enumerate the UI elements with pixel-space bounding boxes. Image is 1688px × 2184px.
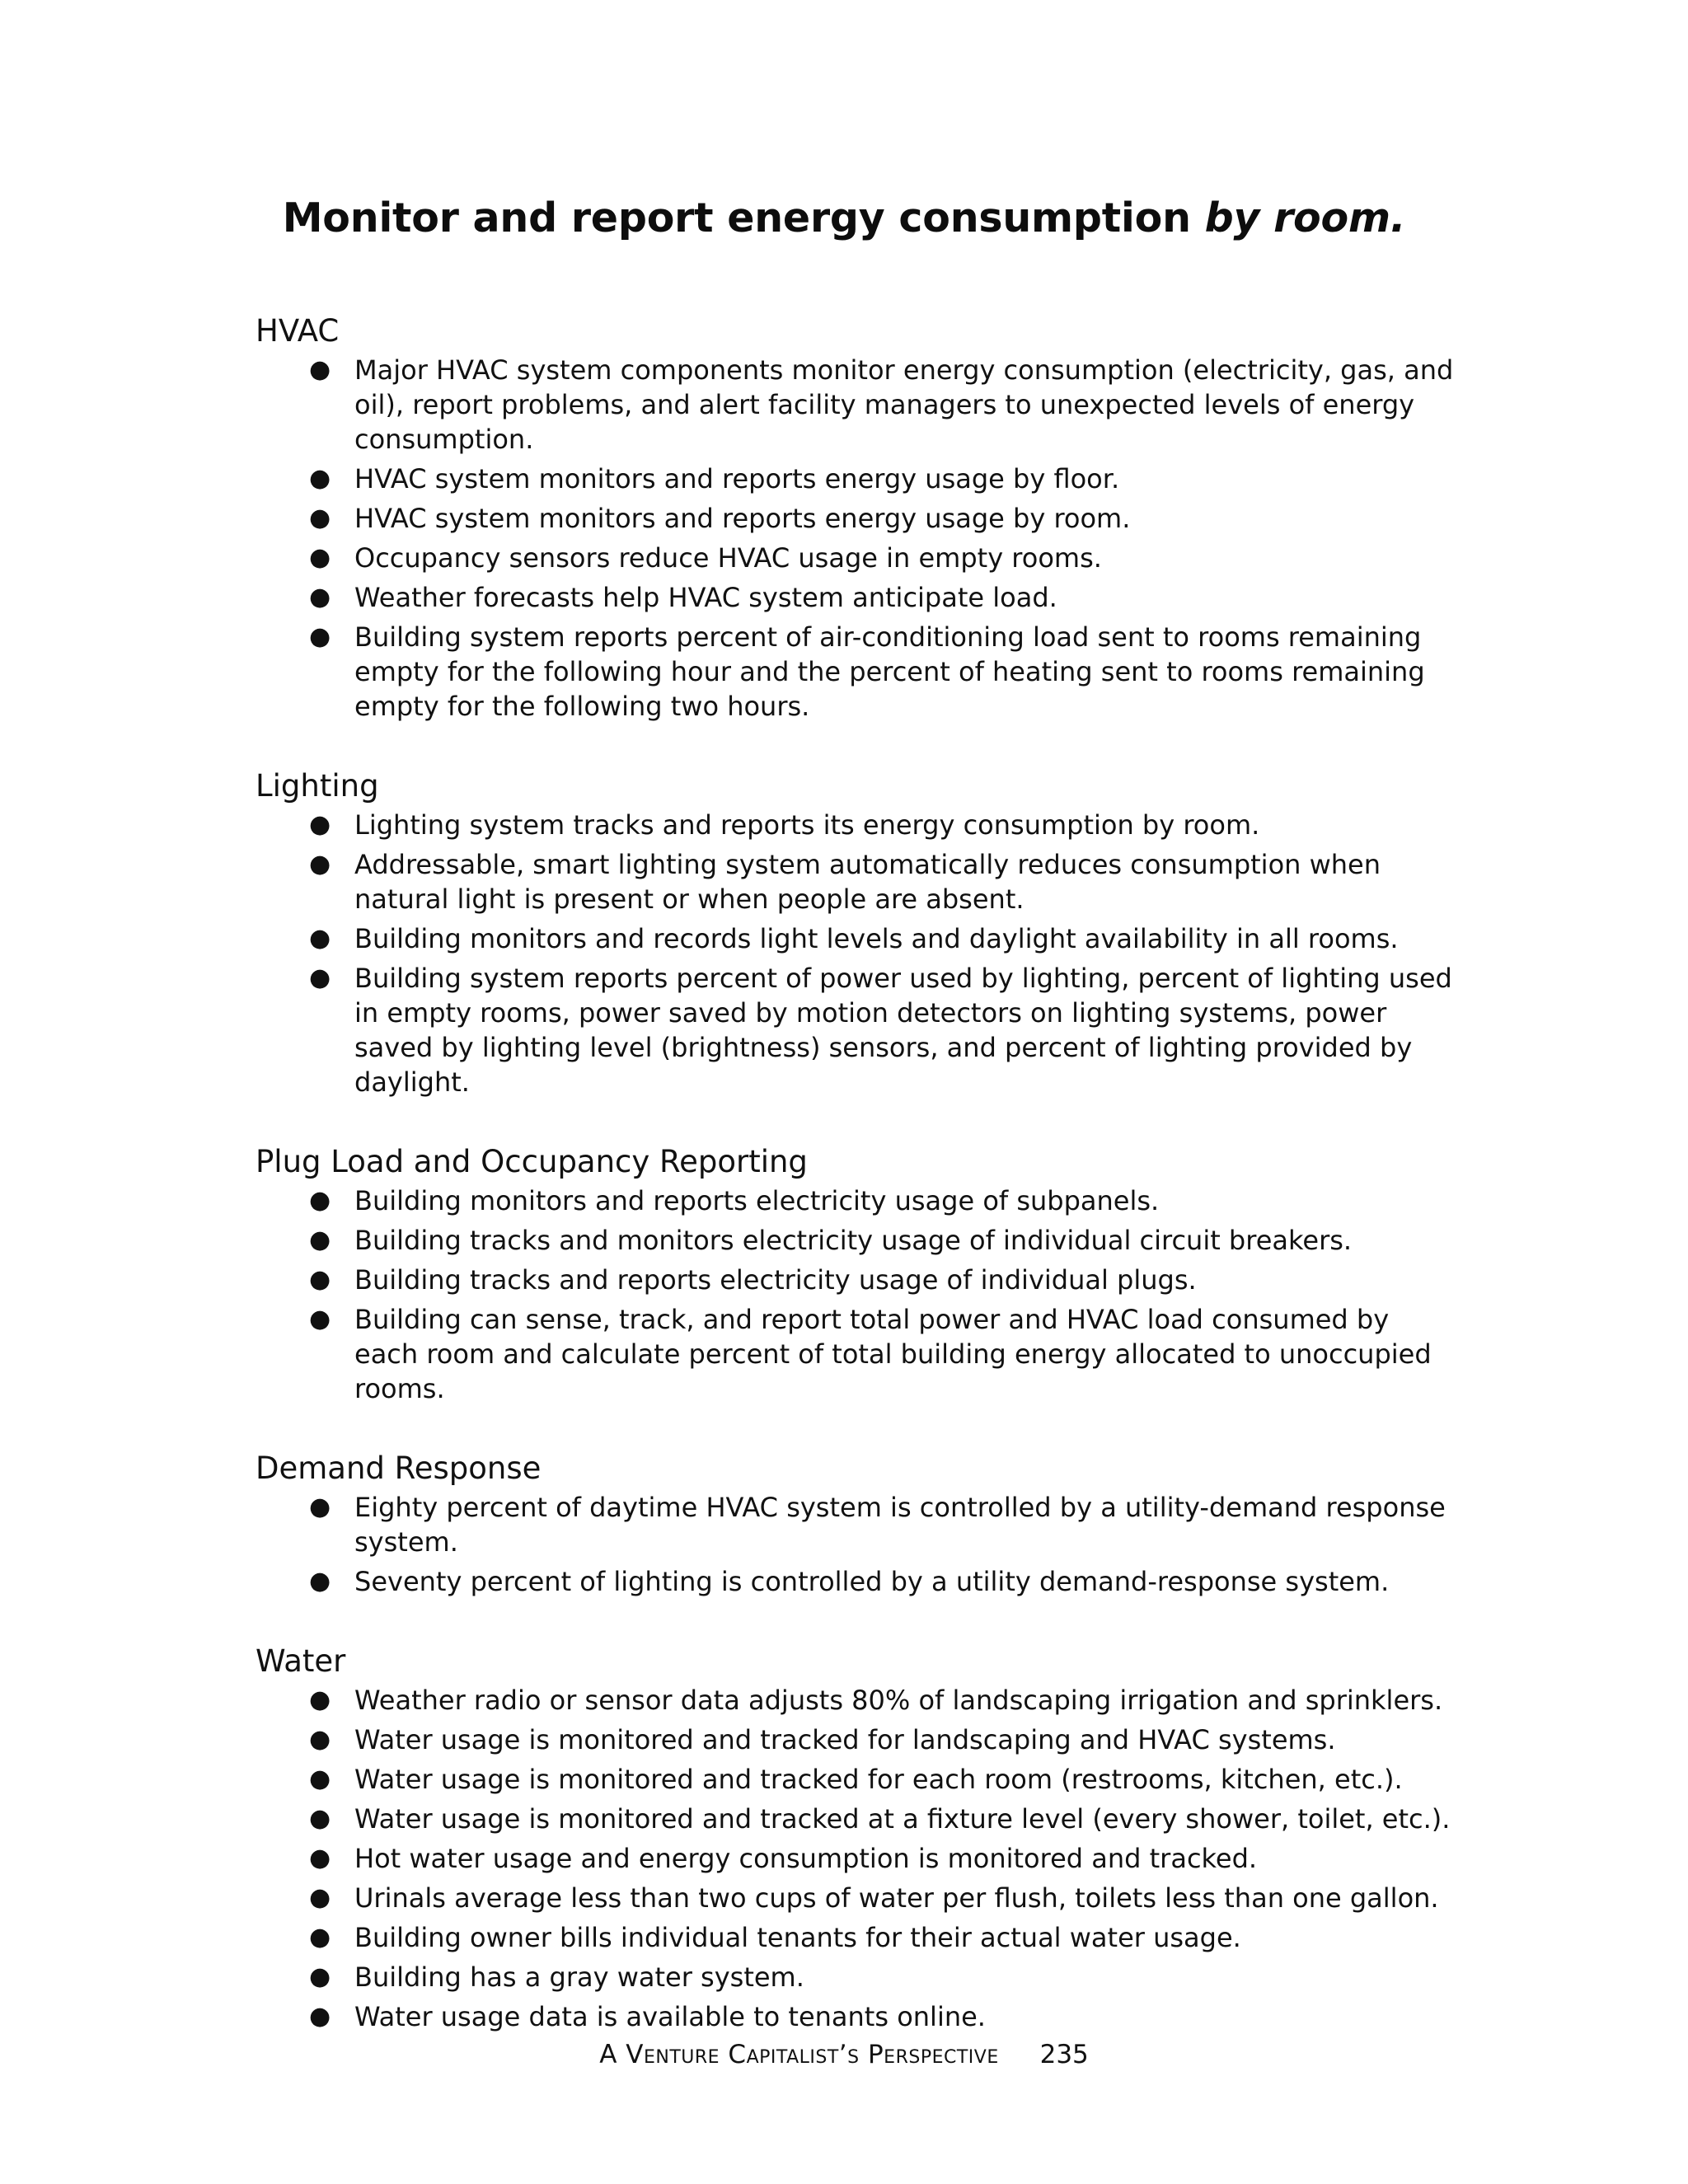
bullet-icon: ● (309, 963, 331, 992)
bullet-icon: ● (309, 1725, 331, 1754)
list-item-text: Building tracks and reports electricity usage of individual plugs. (354, 1264, 1197, 1296)
section-heading: Water (256, 1643, 346, 1679)
list-item-text: Urinals average less than two cups of water per flush, toilets less than one gallon. (354, 1882, 1439, 1914)
list-item-text: HVAC system monitors and reports energy usage by floor. (354, 463, 1120, 494)
list-item (256, 580, 1459, 615)
page-title (0, 194, 1688, 241)
list-item (256, 1223, 1459, 1258)
section-water (256, 1643, 1459, 2034)
page-number: 235 (1039, 2040, 1089, 2069)
bullet-icon: ● (309, 924, 331, 953)
bullet-icon: ● (309, 1962, 331, 1991)
list-item (256, 1960, 1459, 1994)
bullet-icon: ● (309, 1226, 331, 1254)
section-heading: Lighting (256, 768, 379, 804)
list-item-text: Water usage data is available to tenants online. (354, 2001, 986, 2032)
list-item-text: Eighty percent of daytime HVAC system is controlled by a utility-demand response system. (354, 1492, 1446, 1558)
section-demand-response (256, 1451, 1459, 1599)
bullet-list (256, 1183, 1459, 1406)
list-item-text: Building can sense, track, and report total power and HVAC load consumed by each room and calculate percent of total building energy allocated to unoccupied rooms. (354, 1304, 1432, 1404)
list-item-text: Water usage is monitored and tracked at a fixture level (every shower, toilet, etc.). (354, 1803, 1451, 1835)
bullet-icon: ● (309, 1567, 331, 1596)
bullet-icon: ● (309, 622, 331, 651)
list-item-text: Hot water usage and energy consumption is monitored and tracked. (354, 1843, 1258, 1874)
list-item-text: Lighting system tracks and reports its energy consumption by room. (354, 809, 1260, 841)
list-item (256, 921, 1459, 956)
bullet-list (256, 808, 1459, 1099)
bullet-icon: ● (309, 1923, 331, 1952)
bullet-icon: ● (309, 1265, 331, 1294)
bullet-icon: ● (309, 1305, 331, 1333)
list-item-text: Water usage is monitored and tracked for each room (restrooms, kitchen, etc.). (354, 1764, 1403, 1795)
list-item-text: Building owner bills individual tenants for their actual water usage. (354, 1922, 1241, 1953)
list-item-text: Addressable, smart lighting system automatically reduces consumption when natural light is present or when people are absent. (354, 849, 1381, 915)
list-item-text: Major HVAC system components monitor energy consumption (electricity, gas, and oil), report problems, and alert facility managers to unexpected levels of energy consumption. (354, 354, 1454, 455)
page-title-emphasis: by room. (1204, 194, 1406, 241)
list-item (256, 961, 1459, 1099)
list-item (256, 620, 1459, 724)
section-heading: Demand Response (256, 1451, 542, 1486)
list-item (256, 847, 1459, 916)
section-heading: Plug Load and Occupancy Reporting (256, 1144, 808, 1179)
list-item (256, 1564, 1459, 1599)
list-item-text: Building monitors and reports electricity usage of subpanels. (354, 1185, 1160, 1216)
bullet-icon: ● (309, 1844, 331, 1872)
bullet-icon: ● (309, 2002, 331, 2031)
bullet-icon: ● (309, 583, 331, 612)
list-item (256, 1263, 1459, 1297)
list-item-text: Weather radio or sensor data adjusts 80% of landscaping irrigation and sprinklers. (354, 1685, 1443, 1716)
list-item (256, 1999, 1459, 2034)
section-lighting (256, 768, 1459, 1099)
section-plug-load (256, 1144, 1459, 1406)
bullet-icon: ● (309, 1493, 331, 1521)
section-hvac (256, 313, 1459, 724)
list-item (256, 501, 1459, 536)
list-item (256, 1841, 1459, 1876)
list-item (256, 541, 1459, 575)
list-item-text: Occupancy sensors reduce HVAC usage in empty rooms. (354, 542, 1102, 574)
bullet-icon: ● (309, 355, 331, 384)
list-item (256, 1183, 1459, 1218)
list-item (256, 808, 1459, 842)
bullet-list (256, 353, 1459, 724)
list-item-text: Building monitors and records light levels and daylight availability in all rooms. (354, 923, 1399, 954)
page-footer (0, 2040, 1688, 2069)
bullet-icon: ● (309, 1765, 331, 1793)
bullet-icon: ● (309, 1685, 331, 1714)
list-item (256, 353, 1459, 457)
bullet-icon: ● (309, 1804, 331, 1833)
list-item (256, 1762, 1459, 1797)
list-item-text: Building tracks and monitors electricity usage of individual circuit breakers. (354, 1225, 1353, 1256)
list-item-text: HVAC system monitors and reports energy usage by room. (354, 503, 1131, 534)
bullet-icon: ● (309, 810, 331, 839)
list-item (256, 1683, 1459, 1718)
list-item-text: Water usage is monitored and tracked for landscaping and HVAC systems. (354, 1724, 1336, 1755)
list-item (256, 1302, 1459, 1406)
running-title: A Venture Capitalist’s Perspective (599, 2040, 999, 2069)
list-item (256, 1722, 1459, 1757)
list-item-text: Seventy percent of lighting is controlled by a utility demand-response system. (354, 1566, 1390, 1597)
list-item-text: Weather forecasts help HVAC system anticipate load. (354, 582, 1057, 613)
list-item-text: Building system reports percent of power used by lighting, percent of lighting used in empty rooms, power saved by motion detectors on lighting systems, power saved by lighting level (brightness) sensors, and percent of lighting provided by daylight. (354, 963, 1452, 1098)
list-item (256, 1490, 1459, 1559)
bullet-icon: ● (309, 464, 331, 493)
page-content (256, 313, 1459, 2079)
bullet-icon: ● (309, 504, 331, 532)
bullet-list (256, 1490, 1459, 1599)
page-title-main: Monitor and report energy consumption (282, 194, 1191, 241)
bullet-icon: ● (309, 850, 331, 879)
section-heading: HVAC (256, 313, 340, 349)
list-item (256, 1920, 1459, 1955)
list-item (256, 1881, 1459, 1915)
list-item (256, 1802, 1459, 1836)
list-item (256, 462, 1459, 496)
bullet-icon: ● (309, 543, 331, 572)
bullet-list (256, 1683, 1459, 2034)
list-item-text: Building system reports percent of air-conditioning load sent to rooms remaining empty for the following hour and the percent of heating sent to rooms remaining empty for the following two hours. (354, 621, 1425, 722)
bullet-icon: ● (309, 1186, 331, 1215)
list-item-text: Building has a gray water system. (354, 1961, 804, 1993)
bullet-icon: ● (309, 1883, 331, 1912)
